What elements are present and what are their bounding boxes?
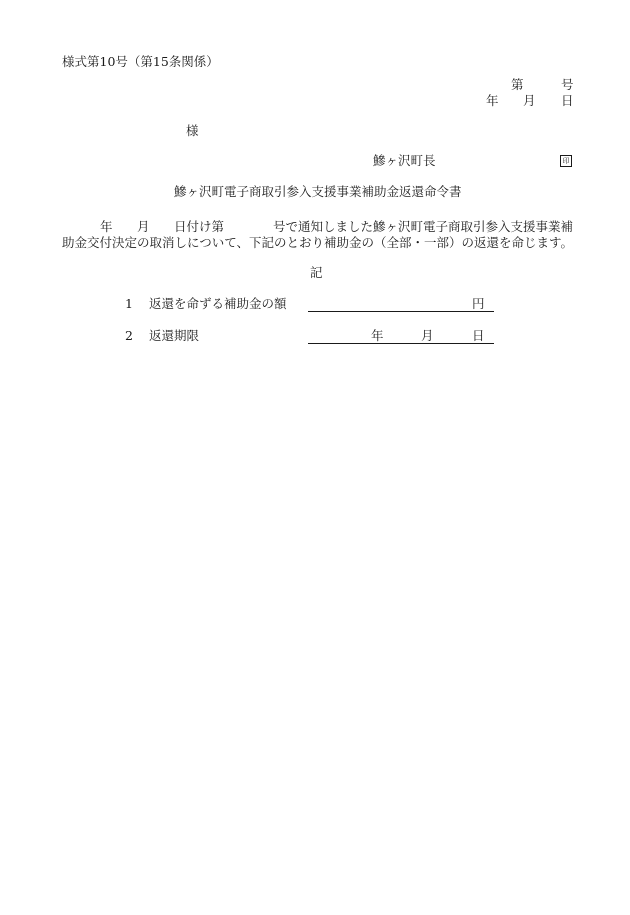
deadline-year: 年 xyxy=(371,328,384,343)
item-number: 2 xyxy=(125,328,133,343)
body-year: 年 xyxy=(100,219,113,234)
form-number: 様式第10号（第15条関係） xyxy=(62,54,219,69)
document-title: 鰺ヶ沢町電子商取引参入支援事業補助金返還命令書 xyxy=(174,184,462,199)
body-day-dated: 日付け第 xyxy=(174,219,225,234)
item-label: 返還を命ずる補助金の額 xyxy=(149,296,287,311)
issue-date-month: 月 xyxy=(523,93,536,108)
body-month: 月 xyxy=(137,219,150,234)
deadline-day: 日 xyxy=(472,328,485,343)
issuer-title: 鰺ヶ沢町長 xyxy=(373,153,436,168)
body-paragraph-line-2: 助金交付決定の取消しについて、下記のとおり補助金の（全部・一部）の返還を命じます。 xyxy=(62,235,574,250)
seal-icon: 印 xyxy=(560,155,572,167)
recipient-honorific: 様 xyxy=(186,123,199,138)
issue-date-day: 日 xyxy=(561,93,574,108)
amount-field-underline xyxy=(308,296,494,312)
amount-unit: 円 xyxy=(472,296,485,311)
document-number-prefix: 第 xyxy=(511,77,524,92)
body-notice-text: 号で通知しました鰺ヶ沢町電子商取引参入支援事業補 xyxy=(273,219,574,234)
deadline-month: 月 xyxy=(421,328,434,343)
record-heading: 記 xyxy=(310,265,323,280)
item-number: 1 xyxy=(125,296,133,311)
item-label: 返還期限 xyxy=(149,328,200,343)
issue-date-year: 年 xyxy=(486,93,499,108)
deadline-field-underline xyxy=(308,328,494,344)
document-number-suffix: 号 xyxy=(561,77,574,92)
